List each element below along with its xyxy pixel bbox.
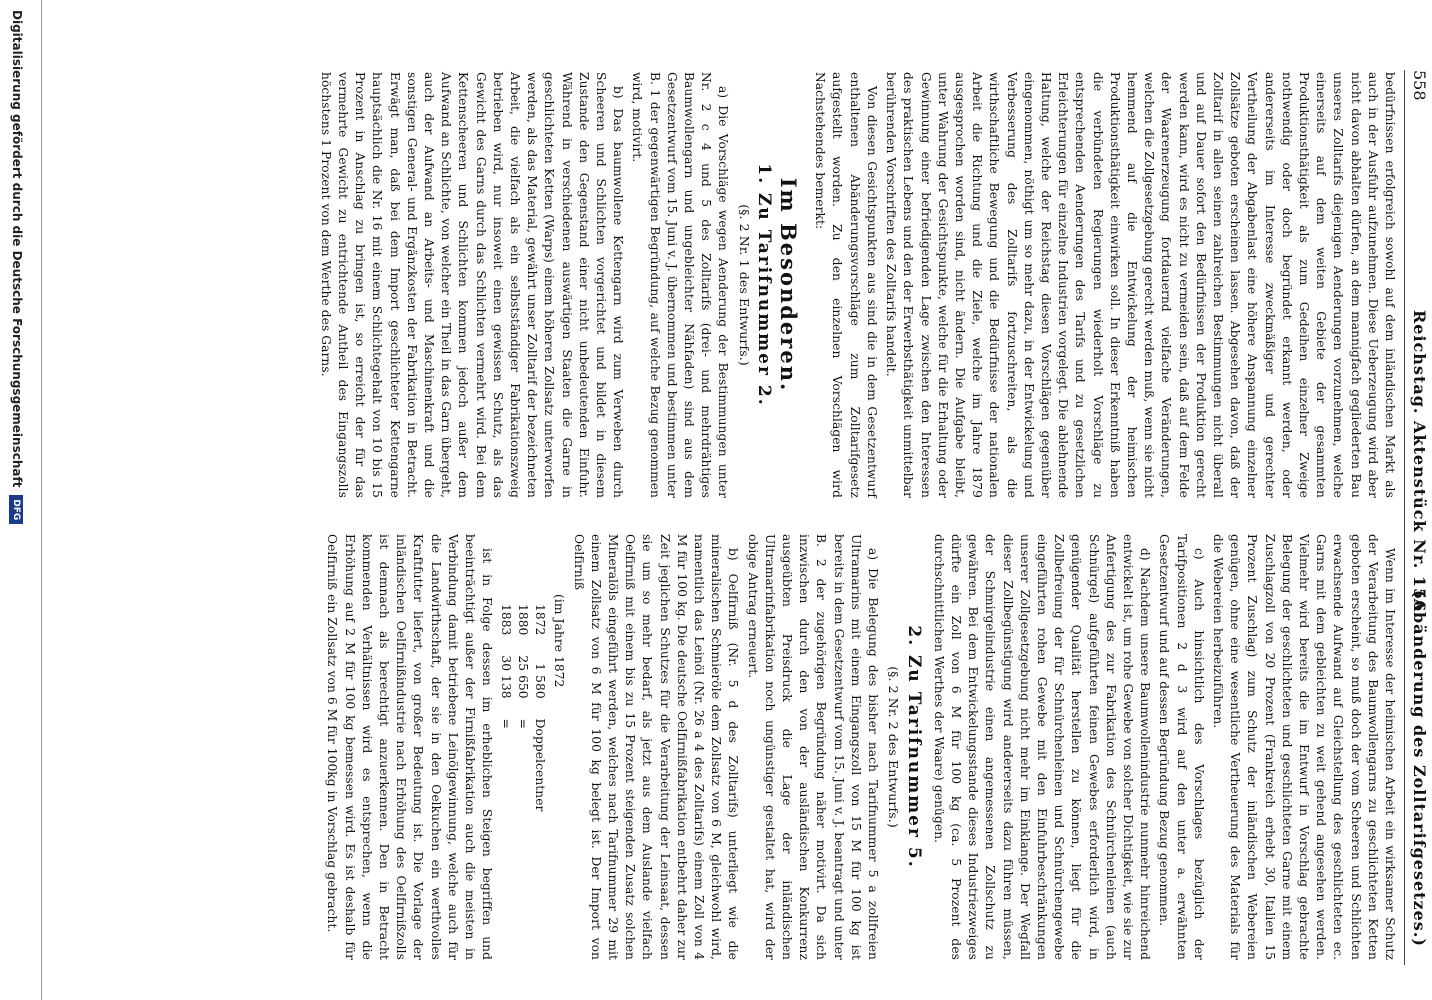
dfg-logo: DFG <box>10 495 24 524</box>
paragraph: ist in Folge dessen im erheblichen Steigen begriffen und beeinträchtigt außer der Firnißfabrikation auch die meisten in Verbindung damit betriebene Leinölgewinnung, welche auch für die Landwirthschaft, der sie in den Oelkuchen ein werthvolles Kraftfutter liefert, von großer Bedeutung ist. Die Vorlage der inländischen Oelfirnißindustrie nach Erhöhung des Oelfirnißzolls ist demnach als berechtigt anzuerkennen. Den in Betracht kommenden Verhältnissen wird es entsprechen, wenn die Erhöhung auf 2 M für 100 kg bemessen wird. Es ist deshalb für Oelfirniß ein Zollsatz von 6 M für 100kg in Vorschlag gebracht. <box>325 534 495 960</box>
digitization-credit <box>6 10 28 1000</box>
page-header <box>1402 70 1430 965</box>
table-row <box>514 594 531 821</box>
import-table <box>497 594 548 821</box>
table-cell-value: 25 650 <box>516 655 531 699</box>
table-cell-value: 30 138 <box>499 655 514 699</box>
paragraph: c) Auch hinsichtlich des Vorschlages bezüglich der Tarifpositionen 2 d 3 wird auf den unter a. erwähnten Gesetzentwurf und auf dessen Begründung Bezug genommen. <box>1157 534 1206 960</box>
table-cell-year: 1883 <box>499 604 514 636</box>
paragraph: b) Oelfirniß (Nr. 5 d des Zolltarifs) unterliegt wie die mineralischen Schmieröle dem Zollsatz von 6 M, gleichwohl wird, namentlich das Leinöl (Nr. 26 a 4 des Zolltarifs) einem Zoll von 4 M für 100 kg. Die deutsche Oelfirnißfabrikation entbehrt daher zur Zeit jeglichen Schutzes für die Verarbeitung der Leinsaat, dessen sie um so mehr bedarf, als jetzt aus dem Auslande vielfach Oelfirniß mit einem bis zu 15 Prozent steigenden Zusatz solchen Mineralöls eingeführt werden, welches nach Tarifnummer 29 mit einem Zollsatz von 6 M für 100 kg belegt ist. Der Import von Oelfirniß <box>571 534 741 960</box>
section-heading: Im Besonderen. <box>776 177 802 393</box>
table-cell-value: 1 580 <box>533 663 548 699</box>
table-row <box>531 594 548 821</box>
header-rule <box>1404 70 1405 965</box>
page-subtitle: (Abänderung des Zolltarifgesetzes.) <box>1410 590 1429 947</box>
subsection-note: (§. 2 Nr. 2 des Entwurfs.) <box>886 666 902 828</box>
table-cell-unit: = <box>516 718 531 729</box>
table-cell-year: 1880 <box>516 604 531 636</box>
paragraph: b) Das baumwollene Kettengarn wird zum Verweben durch Scheeren und Schlichten vorgerichtet und bildet in diesem Zustande den Gegenstand einer nicht unbedeutenden Einfuhr. Während in verschiedenen auswärtigen Staaten die Garne in geschlichteten Ketten (Warps) einem höheren Zollsatz unterworfen werden, als das Material, gewährt unser Zolltarif der bezeichneten Arbeit, die vielfach als ein selbstständiger Fabrikationszweig betrieben wird, nur insoweit einen gewissen Schutz, als das Gewicht des Garns durch das Schlichten vermehrt wird. Bei dem Kettenscheeren und Schlichten kommen jedoch außer dem Aufwand an Schlichte, von welcher ein Theil in das Garn übergeht, auch der Aufwand an Arbeits- und Maschinenkraft und die sonstigen General- und Ergänzkosten der Fabrikation in Betracht. Erwägt man, daß bei dem Import geschlichteter Kettengarne hauptsächlich die Nr. 16 mit einem Schlichtegehalt von 10 bis 15 Prozent in Anschlag zu bringen ist, so erreicht der für das vermehrte Gewicht zu entrichtende Antheil des Eingangszolls höchstens 1 Prozent von dem Werthe des Garns. <box>318 72 626 498</box>
right-column <box>321 534 1398 960</box>
subsection-heading: 1. Zu Tarifnummer 2. <box>753 163 774 407</box>
credit-text: Digitalisierung gefördert durch die Deutsche Forschungsgemeinschaft <box>10 10 24 488</box>
table-cell-unit: = <box>499 718 514 729</box>
paragraph: a) Die Belegung des bisher nach Tarifnummer 5 a zollfreien Ultramarins mit einem Eingangszoll von 15 M für 100 kg ist bereits in dem Gesetzentwurf vom 15. Juni v. J. beantragt und unter B. 2 der zugehörigen Begründung näher motivirt. Da sich inzwischen durch den von der ausländischen Konkurrenz ausgeübten Preisdruck die Lage der inländischen Ultramarinfabrikation noch ungünstiger gestaltet hat, wird der obige Antrag erneuert. <box>745 534 881 960</box>
paragraph: d) Nachdem unsere Baumwollenindustrie nunmehr hinreichend entwickelt ist, um rohe Gewebe von solcher Dichtigkeit, wie sie zur Anfertigung des zur Fabrikation des Schnürchenleinen (auch Schnürgel) aufgeführten feinen Gewebes erforderlich wird, in genügender Qualität herstellen zu können, liegt für die Zollbefreiung der für Schnürchenleinen und Schnürchengewebe eingeführten rohen Gewebe mit den Einfuhrbeschränkungen unserer Zollgesetzgebung nicht mehr im Einklange. Der Wegfall dieser Zollbegünstigung wird andererseits dazu führen müssen, der Schmirgelindustrie einen angemessenen Zollschutz zu gewähren. Bei dem Entwickelungsstande dieses Industriezweiges dürfte ein Zoll von 6 M für 100 kg (ca. 5 Prozent des durchschnittlichen Werthes der Waare) genügen. <box>931 534 1153 960</box>
paragraph: Wenn im Interesse der heimischen Arbeit ein wirksamer Schutz der Verarbeitung des Baumwollengarns zu geschlichteten Ketten geboten erscheint, so muß doch der vom Scheeren und Schlichten erwachsende Aufwand auf Gleichstellung des geschlichteten ec. Garns mit dem gebleichten zu weit gehend angesehen werden. Vielmehr wird bereits die im Entwurf in Vorschlag gebrachte Belegung der geschlichteten und geschlichteten Garne mit einem Zuschlagzoll von 20 Prozent (Frankreich erhebt 30, Italien 15 Prozent Zuschlag) zum Schutz der inländischen Webereien genügen, ohne eine wesentliche Vertheuerung des Materials für die Webereien herbeizuführen. <box>1210 534 1397 960</box>
paragraph: Von diesen Gesichtspunkten aus sind die in dem Gesetzentwurf enthaltenen Abänderungsvorschläge zum Zolltarifgesetz aufgestellt worden. Zu den einzelnen Vorschlägen wird Nachstehendes bemerkt: <box>813 72 879 498</box>
paragraph: bedürfnissen erfolgreich sowohl auf dem inländischen Markt als auch in der Ausfuhr aufzunehmen. Diese Ueberzeugung wird aber nicht davon abhalten dürfen, an dem mannigfach gegliederten Bau unseres Zolltarifs diejenigen Aenderungen vorzunehmen, welche einerseits auf dem weiten Gebiete der gesammten Produktionsthätigkeit als zum Gedeihen einzelner Zweige nothwendig oder doch begründet erkannt werden, oder andererseits im Interesse zweckmäßiger und gerechter Vertheilung der Abgabenlast eine höhere Anspannung einzelner Zollsätze geboten erscheinen lassen. Abgesehen davon, daß der Zolltarif in allen seinen zahlreichen Bestimmungen nicht überall und auf Dauer sofort den Bedürfnissen der Produktion gerecht werden kann, wird es nicht zu vermeiden sein, daß auf dem Felde der Waarenerzeugung fortdauernd vielfache Veränderungen, welchen die Zollgesetzgebung gerecht werden muß, wenn sie nicht hemmend auf die Entwickelung der heimischen Produktionsthätigkeit einwirken soll. In dieser Erkenntniß haben die verbündeten Regierungen wiederholt Vorschläge zu entsprechenden Aenderungen des Tarifs und zu gesetzlichen Erleichterungen für einzelne Industrien vorgelegt. Die ablehnende Haltung, welche der Reichstag diesen Vorschlägen gegenüber eingenommen, nöthigt um so mehr dazu, in der Entwickelung und Verbesserung des Zolltarifs fortzuschreiten, als die wirthschaftliche Bewegung und die Bedürfnisse der nationalen Arbeit die Richtung und die Ziele, welche im Jahre 1879 ausgesprochen worden sind, nicht ändern. Die Aufgabe bleibt, unter Wahrung der Gesichtspunkte, welche für die Erhaltung oder Gewinnung einer befriedigenden Lage zwischen den Interessen des praktischen Lebens und den der Erwerbsthätigkeit unmittelbar berührenden Vorschriften des Zolltarifs handelt. <box>884 72 1397 498</box>
page-number: 558 <box>1410 70 1429 101</box>
subsection-heading: 2. Zu Tarifnummer 5. <box>903 625 924 869</box>
page-title: Reichstag. Aktenstück Nr. 156. <box>1410 310 1429 619</box>
paragraph: a) Die Vorschläge wegen Aenderung der Bestimmungen unter Nr. 2 c 4 und 5 des Zolltarifs (drei- und mehrdrähtiges Baumwollengarn und ungebleichter Nähfaden) sind aus dem Gesetzentwurf vom 15. Juni v. J. übernommen und bestimmen unter B. 1 der gegenwärtigen Begründung, auf welche Bezug genommen wird, motivirt. <box>630 72 731 498</box>
table-row <box>497 594 514 821</box>
table-cell-year: 1872 <box>533 604 548 636</box>
subsection-note: (§. 2 Nr. 1 des Entwurfs.) <box>736 204 752 366</box>
table-cell-unit: Doppelcentner <box>533 718 548 812</box>
left-column <box>315 72 1398 498</box>
table-label: (im Jahre 1872 <box>552 594 567 688</box>
scan-edge <box>41 0 42 1000</box>
